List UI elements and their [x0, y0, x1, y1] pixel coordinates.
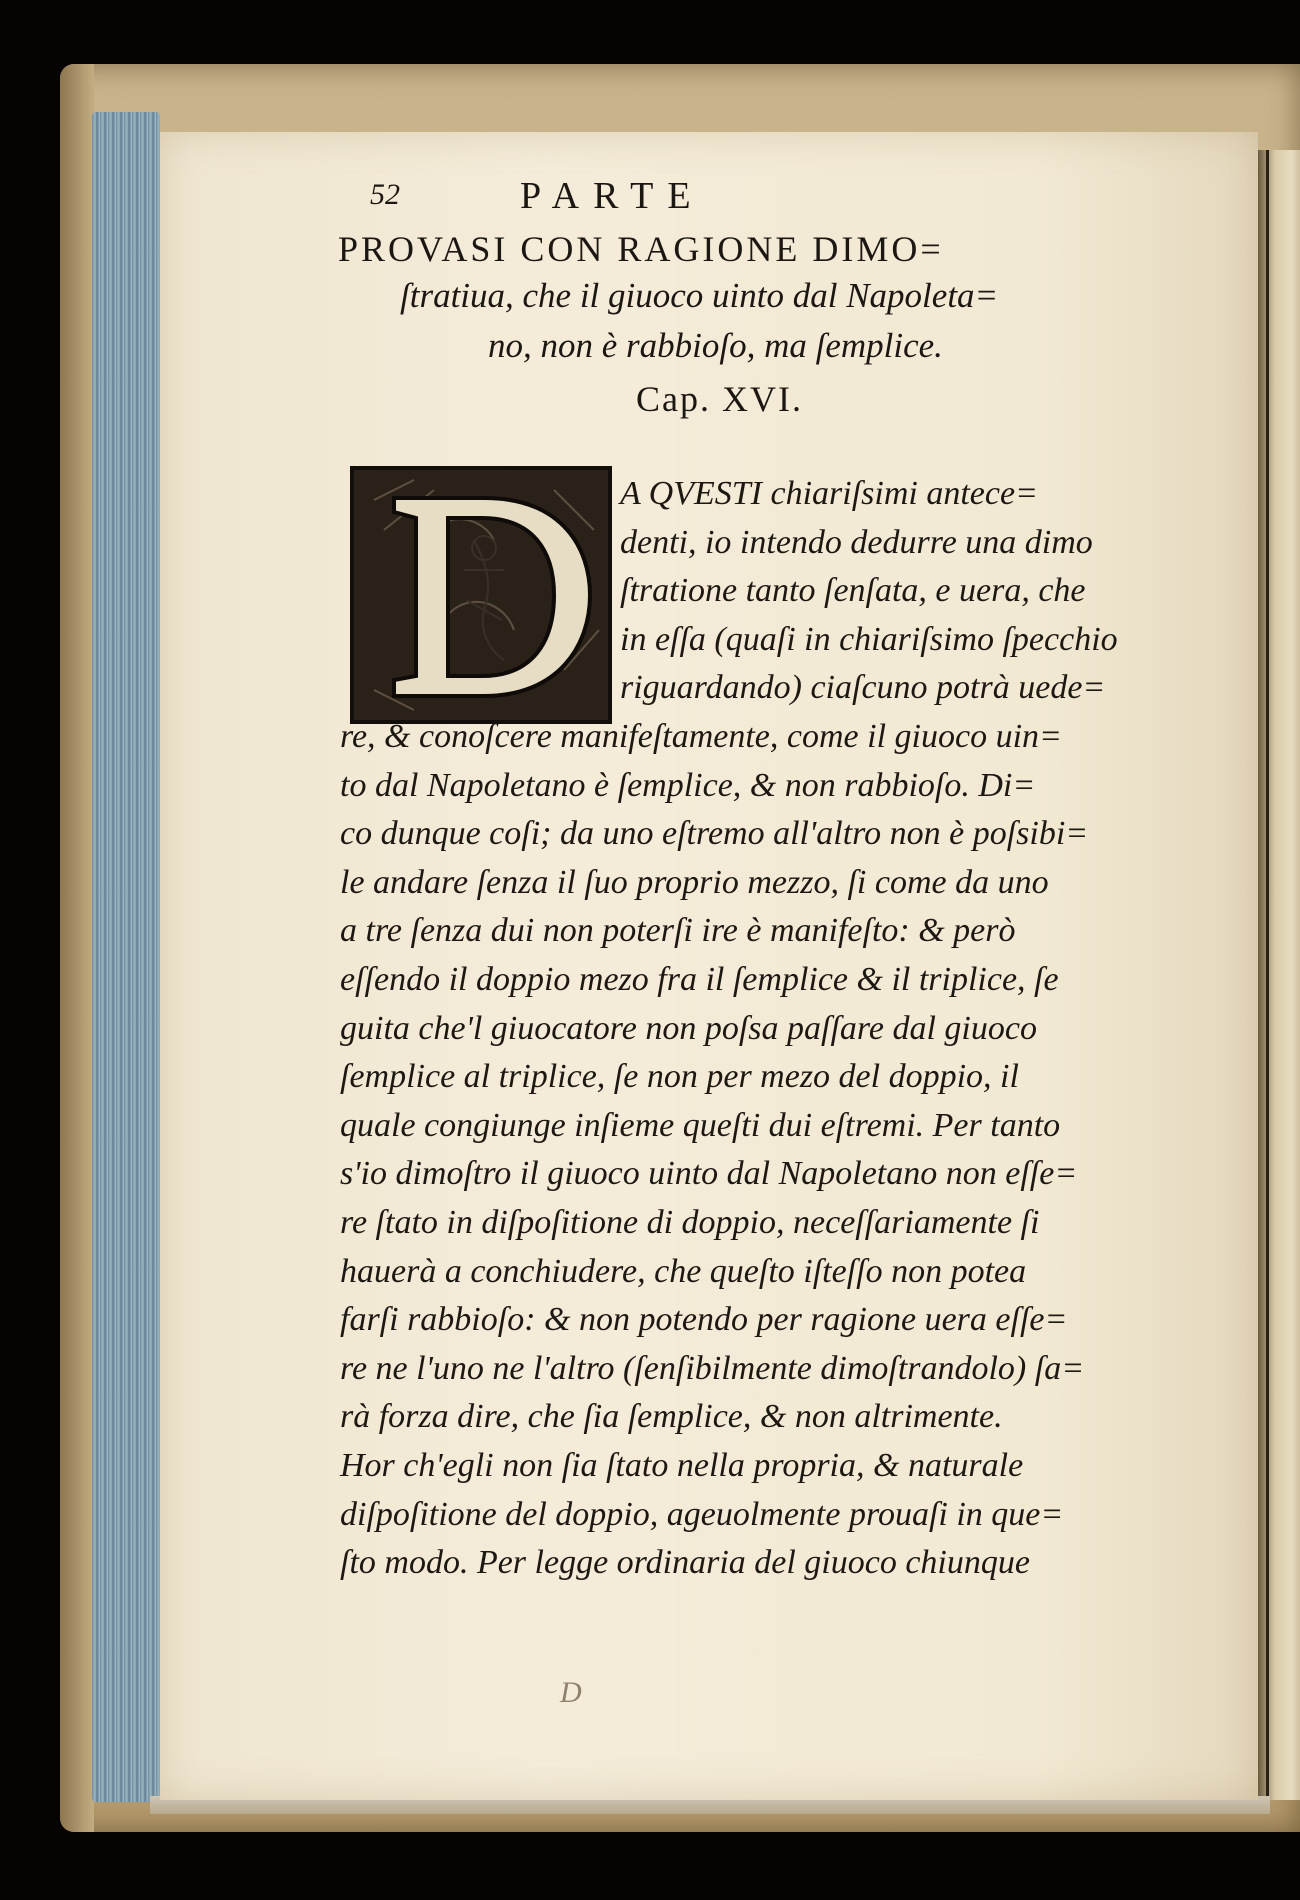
- text-line: re, & conoſcere manifeſtamente, come il giuoco uin=: [340, 718, 1062, 755]
- text-line: le andare ſenza il ſuo proprio mezzo, ſi come da uno: [340, 863, 1049, 901]
- chapter-title-caps: PROVASI CON RAGIONE DIMO=: [338, 229, 944, 269]
- text-line: co dunque coſi; da uno eſtremo all'altro non è poſsibi=: [340, 815, 1089, 853]
- running-head: PARTE: [520, 175, 705, 217]
- text-line: Hor ch'egli non ſia ſtato nella propria, & naturale: [340, 1447, 1024, 1484]
- gutter-line: [1266, 150, 1269, 1800]
- text-line: riguardando) ciaſcuno potrà uede=: [620, 669, 1106, 707]
- catchword: D: [560, 1676, 582, 1709]
- text-line: in eſſa (quaſi in chiariſsimo ſpecchio: [620, 620, 1118, 658]
- page-block-edge: [92, 112, 160, 1802]
- chapter-title-line-2: no, non è rabbioſo, ma ſemplice.: [488, 326, 943, 365]
- text-line: ſemplice al triplice, ſe non per mezo del doppio, il: [340, 1058, 1019, 1096]
- cover-fold: [60, 64, 94, 1832]
- text-line: quale congiunge inſieme queſti dui eſtremi. Per tanto: [340, 1106, 1061, 1144]
- text-line: hauerà a conchiudere, che queſto iſteſſo non potea: [340, 1252, 1027, 1290]
- chapter-number: Cap. XVI.: [636, 379, 803, 419]
- text-line: ſto modo. Per legge ordinaria del giuoco chiunque: [340, 1544, 1030, 1582]
- text-line: denti, io intendo dedurre una dimo: [620, 523, 1093, 561]
- chapter-title-line-1: ſtratiua, che il giuoco uinto dal Napoleta=: [400, 276, 999, 315]
- text-line: a tre ſenza dui non poterſi ire è manifeſto: & però: [340, 912, 1016, 950]
- text-line: to dal Napoletano è ſemplice, & non rabbioſo. Di=: [340, 766, 1036, 804]
- text-line: eſſendo il doppio mezo fra il ſemplice & il triplice, ſe: [340, 961, 1059, 998]
- text-line: guita che'l giuocatore non poſsa paſſare dal giuoco: [340, 1009, 1037, 1047]
- text-line: A QVESTI chiariſsimi antece=: [620, 475, 1038, 512]
- text-line: rà forza dire, che ſia ſemplice, & non altrimente.: [340, 1398, 1003, 1436]
- text-line: farſi rabbioſo: & non potendo per ragione uera eſſe=: [340, 1301, 1068, 1339]
- text-line: ſtratione tanto ſenſata, e uera, che: [620, 572, 1086, 610]
- decorated-initial-d: [350, 466, 612, 724]
- text-line: re ne l'uno ne l'altro (ſenſibilmente dimoſtrandolo) ſa=: [340, 1349, 1085, 1387]
- woodcut-initial-icon: [354, 470, 608, 720]
- text-line: re ſtato in diſpoſitione di doppio, neceſſariamente ſi: [340, 1204, 1040, 1241]
- text-line: s'io dimoſtro il giuoco uinto dal Napoletano non eſſe=: [340, 1155, 1078, 1193]
- facing-page-edge: [1258, 150, 1300, 1800]
- page-number: 52: [370, 178, 400, 211]
- text-line: diſpoſitione del doppio, ageuolmente prouaſi in que=: [340, 1495, 1064, 1533]
